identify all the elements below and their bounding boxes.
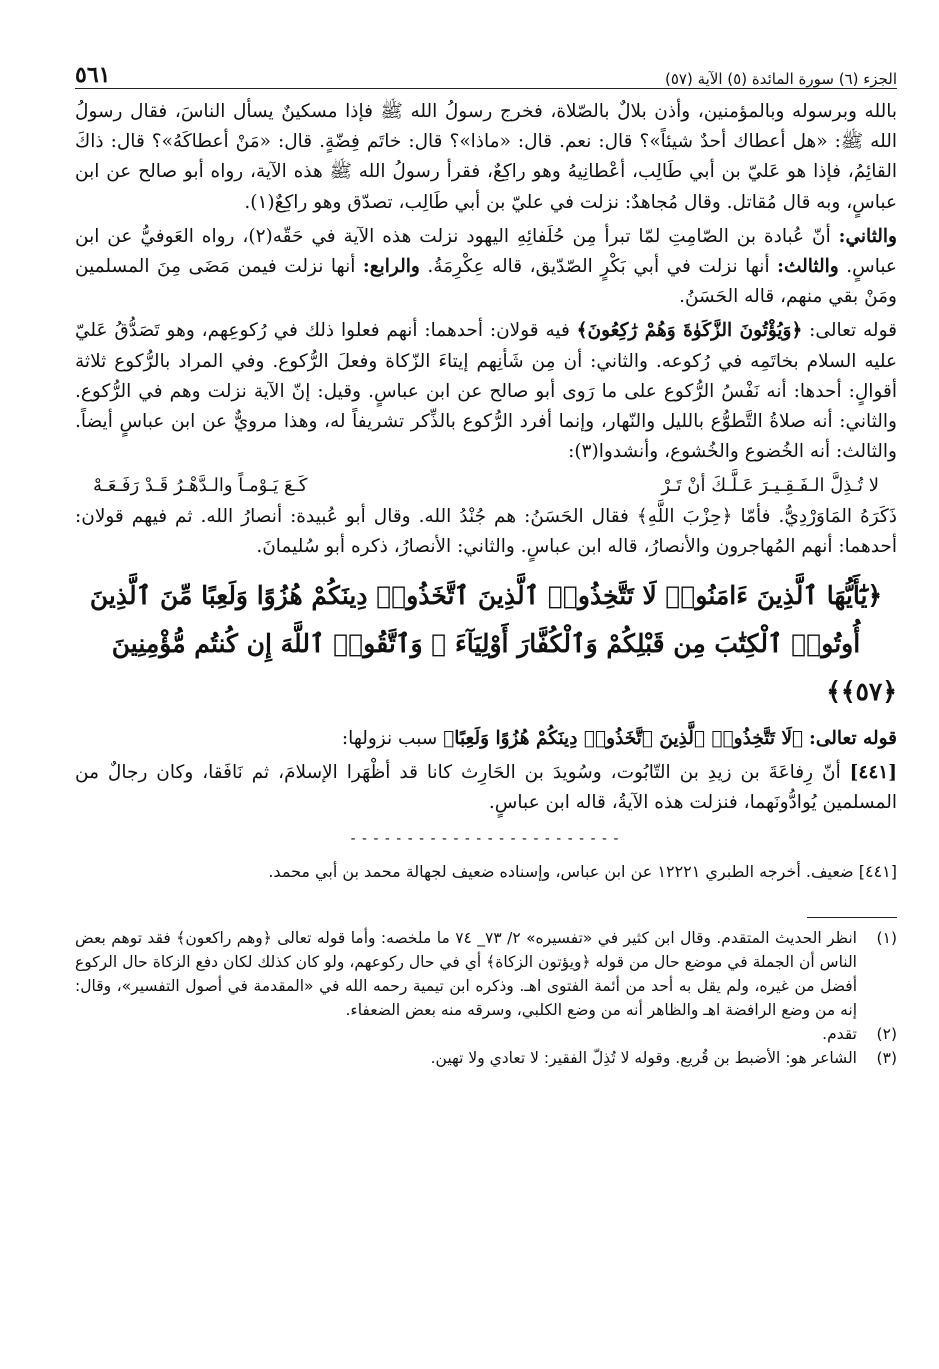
document-page [75, 58, 897, 1070]
paragraph-2-label: والثاني: [838, 225, 897, 247]
footnote-1-text: انظر الحديث المتقدم. وقال ابن كثير في «تفسيره» ٢/ ٧٣_ ٧٤ ما ملخصه: وأما قوله تعالى ﴿وهم راكعون﴾ فقد توهم بعض الناس أن الجملة في موضع حال من قوله ﴿ويؤتون الزكاة﴾ أي في حال ركوعهم، ولو كان كذلك لكان دفع الزكاة حال الركوع أفضل من غيره، ولم يقل به أحد من أئمة الفتوى اهـ. وذكره ابن تيمية رحمه الله في «المقدمة في أصول التفسير»، وقال: إنه من وضع الرافضة اهـ والظاهر أنه من وضع الكلبي، وسرقه منه بعض الضعفاء. [75, 928, 857, 1019]
footnote-3-number: (٣) [876, 1048, 897, 1067]
paragraph-2-label-c: والرابع: [362, 256, 420, 278]
footnote-1 [75, 926, 897, 1022]
poem-hemistich-left: كَـعَ يَـوْمـاً والـدَّهْـرُ قَـدْ رَفَـعَـهْ [93, 475, 308, 497]
main-text [75, 97, 897, 819]
paragraph-2-text-c: أنها نزلت فيمن مَضَى مِنَ المسلمين ومَنْ بقي منهم، قاله الحَسَنُ. [75, 256, 897, 308]
occasion-paragraph [75, 724, 897, 754]
page-header [75, 58, 897, 89]
hadith-text: أنّ رِفاعَةَ بن زيدِ بن التّابُوت، وسُويدَ بن الحَارِث كانا قد أظْهَرا الإسلامَ، ثم نَافَقا، وكان رجالٌ من المسلمين يُوادُّونَهما، فنزلت هذه الآيةُ، قاله ابن عباسٍ. [75, 762, 897, 814]
hadith-grading-note: [٤٤١] ضعيف. أخرجه الطبري ١٢٢٢١ عن ابن عباس، وإسناده ضعيف لجهالة محمد بن أبي محمد. [268, 861, 897, 881]
hadith-paragraph [75, 758, 897, 818]
hadith-number: [٤٤١] [849, 762, 897, 784]
footnote-2-text: تقدم. [822, 1024, 857, 1043]
quran-verse: ﴿يَٰٓأَيُّهَا ٱلَّذِينَ ءَامَنُوا۟ لَا تَتَّخِذُوا۟ ٱلَّذِينَ ٱتَّخَذُوا۟ دِينَكُمْ هُزُوًا وَلَعِبًا مِّنَ ٱلَّذِينَ أُوتُوا۟ ٱلْكِتَٰبَ مِن قَبْلِكُمْ وَٱلْكُفَّارَ أَوْلِيَآءَ ۚ وَٱتَّقُوا۟ ٱللَّهَ إِن كُنتُم مُّؤْمِنِينَ ﴿٥٧﴾﴾ [89, 581, 897, 707]
poem-line [75, 471, 897, 501]
paragraph-2-text-b: أنها نزلت في أبي بَكْرٍ الصّدّيق، قاله عِكْرِمَةُ. [427, 256, 770, 278]
occasion-text: سبب نزولها: [341, 728, 438, 750]
footnote-rule [807, 917, 897, 918]
paragraph-2-label-b: والثالث: [777, 256, 839, 278]
paragraph-3 [75, 316, 897, 467]
paragraph-4 [75, 502, 897, 562]
running-title: الجزء (٦) سورة المائدة (٥) الآية (٥٧) [665, 70, 897, 88]
footnote-3 [75, 1046, 897, 1070]
paragraph-3-text: فيه قولان: أحدهما: أنهم فعلوا ذلك في رُكوعِهم، وهو تَصَدُّقُ عَليّ عليه السلام بخاتَمِه في رُكوعه. والثاني: أن مِن شَأنِهم إيتاءَ الزّكاة وفعلَ الرُّكوع. وفي المراد بالرُّكوع ثلاثة أقوالٍ: أحدها: أنه نَفْسُ الرُّكوع على ما رَوى أبو صالح عن ابن عباسٍ. وقيل: إنّ الآية نزلت وهم في الرُّكوع. والثاني: أنه صلاةُ التَّطوُّع بالليل والنّهار، وإنما أفرد الرُّكوع بالذِّكر تشريفاً له، وهذا مرويٌّ عن ابن عباسٍ أيضاً. والثالث: أنه الخُضوع والخُشوع، وأنشدوا(٣): [75, 320, 897, 463]
paragraph-2 [75, 222, 897, 313]
paragraph-3-intro: قوله تعالى: [809, 320, 897, 342]
footnote-1-number: (١) [876, 928, 897, 947]
occasion-verse: ﴿لَا تَتَّخِذُوا۟ ٱلَّذِينَ ٱتَّخَذُوا۟ دِينَكُمْ هُزُوًا وَلَعِبًا﴾ [443, 728, 804, 750]
page-number: ٥٦١ [75, 62, 111, 88]
footnotes [75, 926, 897, 1070]
paragraph-4-text: ذَكَرَهُ المَاوَرْدِيُّ. فأمّا ﴿حِزْبَ اللَّهِ﴾ فقال الحَسَنُ: هم جُنْدُ الله. وقال أبو عُبيدة: أنصارُ الله. ثم فيهم قولان: أحدهما: أنهم المُهاجرون والأنصارُ، قاله ابن عباسٍ. والثاني: الأنصارُ، ذكره أبو سُليمانَ. [75, 505, 897, 557]
poem-hemistich-right: لا تُـذِلَّ الـفَـقِـيـرَ عَـلَّـكَ أنْ تَـرْ [661, 475, 879, 497]
dashed-separator: ------------------------ [348, 830, 624, 847]
occasion-intro: قوله تعالى: [809, 728, 897, 750]
footnote-2 [75, 1022, 897, 1046]
footnote-2-number: (٢) [876, 1024, 897, 1043]
paragraph-2-text: أنّ عُبادة بن الصّامِتِ لمّا تبرأ مِن حُلَفائِهِ اليهود نزلت هذه الآية في حَقّه(٢)، رواه العَوفيُّ عن ابن عباسٍ. [75, 225, 897, 278]
paragraph-1-text: بالله وبرسوله وبالمؤمنين، وأذن بلالٌ بالصّلاة، فخرج رسولُ الله ﷺ فإذا مسكينٌ يسأل الناسَ، فقال رسولُ الله ﷺ: «هل أعطاك أحدٌ شيئاً»؟ قال: نعم. قال: «ماذا»؟ قال: خاتَم فِضّةٍ. قال: «مَنْ أعطاكَهُ»؟ قال: ذاكَ القائِمُ، فإذا هو عَليّ بن أبي طَالِب، أعْطانِيهُ وهو راكِعٌ، فقرأ رسولُ الله ﷺ هذه الآية، رواه أبو صالح عن ابن عباسٍ، وبه قال مُقاتل. وقال مُجاهدٌ: نزلت في عليّ بن أبي طَالِب، تصدّق وهو راكِعٌ(١). [75, 101, 897, 213]
footnote-3-text: الشاعر هو: الأضبط بن قُريع. وقوله لا تُذِلّ الفقير: لا تعادي ولا تهين. [430, 1048, 857, 1067]
paragraph-1 [75, 97, 897, 218]
paragraph-3-verse: ﴿وَيُؤْتُونَ الزَّكَوٰةَ وَهُمْ رَٰكِعُونَ﴾ [576, 320, 803, 342]
